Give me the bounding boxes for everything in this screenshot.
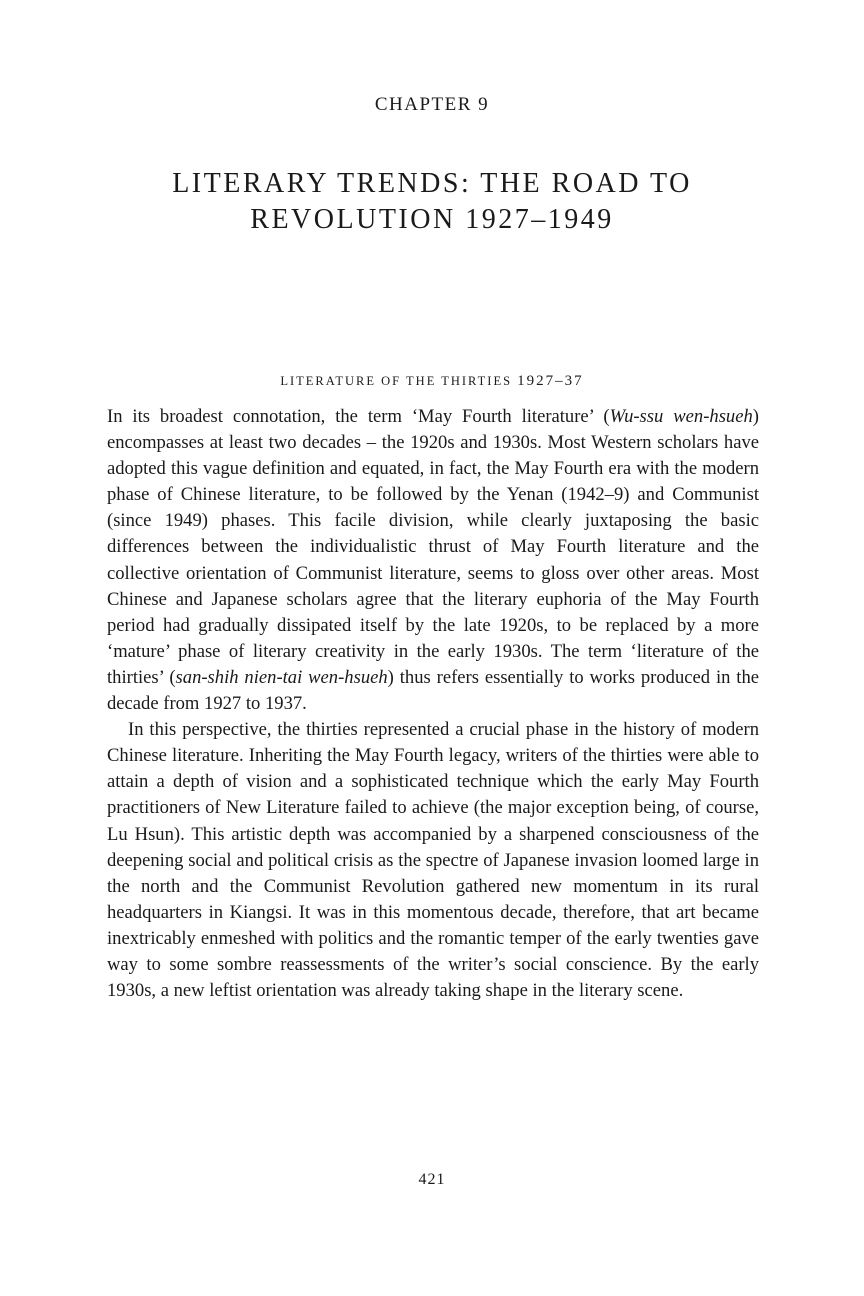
paragraph-1-italic-term-2: san-shih nien-tai wen-hsueh <box>175 666 388 688</box>
section-heading-years: 1927–37 <box>517 373 584 389</box>
chapter-title-line-1: LITERARY TRENDS: THE ROAD TO <box>172 168 692 199</box>
chapter-title-line-2: REVOLUTION 1927–1949 <box>250 204 614 235</box>
chapter-title <box>80 166 784 238</box>
paragraph-1 <box>107 404 759 717</box>
paragraph-2: In this perspective, the thirties represented a crucial phase in the history of modern Chinese literature. Inheriting the May Fourth legacy, writers of the thirties were able to attain a depth of vision and a sophisticated technique which the early May Fourth practitioners of New Literature failed to achieve (the major exception being, of course, Lu Hsun). This artistic depth was accompanied by a sharpened consciousness of the deepening social and political crisis as the spectre of Japanese invasion loomed large in the north and the Communist Revolution gathered new momentum in its rural headquarters in Kiangsi. It was in this momentous decade, therefore, that art became inextricably enmeshed with politics and the romantic temper of the early twenties gave way to some sombre reassessments of the writer’s social conscience. By the early 1930s, a new leftist orientation was already taking shape in the literary scene. <box>107 719 759 1002</box>
paragraph-1-part-2: ) encompasses at least two decades – the 1920s and 1930s. Most Western scholars have adopted this vague definition and equated, in fact, the May Fourth era with the modern phase of Chinese literature, to be followed by the Yenan (1942–9) and Communist (since 1949) phases. This facile division, while clearly juxtaposing the basic differences between the individualistic thrust of May Fourth literature and the collective orientation of Communist literature, seems to gloss over other areas. Most Chinese and Japanese scholars agree that the literary euphoria of the May Fourth period had gradually dissipated itself by the late 1920s, to be replaced by a more ‘mature’ phase of literary creativity in the early 1930s. The term ‘literature of the thirties’ ( <box>107 406 759 688</box>
section-heading-text: LITERATURE OF THE THIRTIES <box>280 374 513 388</box>
section-heading <box>0 373 864 390</box>
chapter-label: CHAPTER 9 <box>374 94 490 115</box>
paragraph-1-part-3: ) thus refers essentially to works produced in the decade from 1927 to 1937. <box>107 666 759 715</box>
paragraph-1-part-1: In its broadest connotation, the term ‘May Fourth literature’ ( <box>107 406 610 427</box>
paragraph-1-italic-term-1: Wu-ssu wen-hsueh <box>609 406 753 427</box>
body-text <box>107 404 759 1004</box>
page-number: 421 <box>418 1171 446 1188</box>
